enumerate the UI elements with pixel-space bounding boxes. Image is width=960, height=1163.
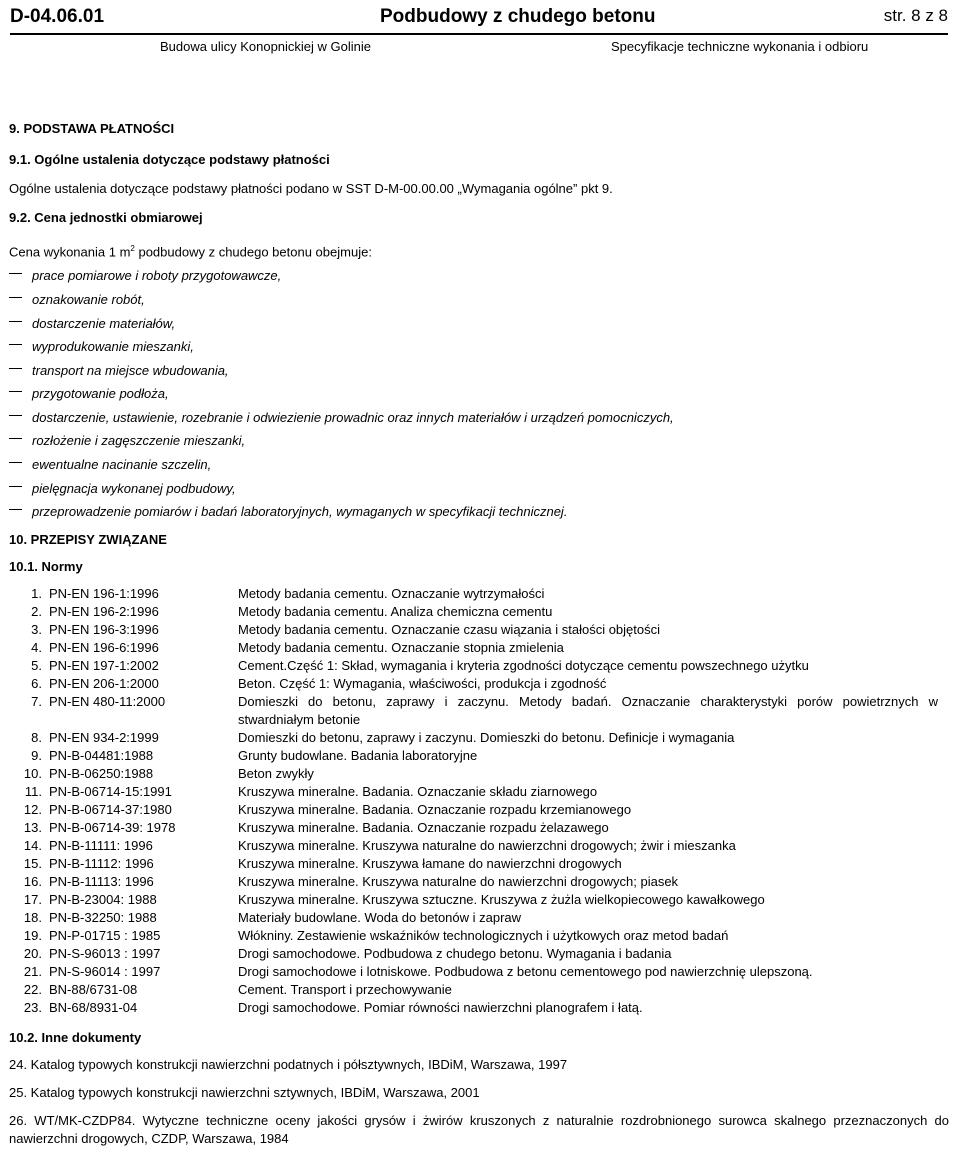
norm-number: 21. (23, 963, 42, 979)
list-item: dostarczenie, ustawienie, rozebranie i odwiezienie prowadnic oraz innych materiałów i urządzeń pomocniczych, (9, 409, 949, 433)
section-10-title: 10. PRZEPISY ZWIĄZANE (9, 531, 167, 547)
norm-number: 2. (31, 603, 42, 619)
norm-number: 6. (31, 675, 42, 691)
norm-row (9, 855, 949, 873)
project-name: Budowa ulicy Konopnickiej w Golinie (160, 39, 372, 54)
norm-number: 5. (31, 657, 42, 673)
norm-row (9, 603, 949, 621)
norm-code: PN-EN 196-3:1996 (49, 621, 159, 637)
norm-description: Metody badania cementu. Analiza chemiczna cementu (238, 603, 553, 619)
norm-number: 14. (23, 837, 42, 853)
price-components-list (9, 267, 949, 527)
norm-code: PN-S-96014 : 1997 (49, 963, 161, 979)
norm-number: 23. (23, 999, 42, 1015)
norm-number: 9. (31, 747, 42, 763)
header-divider (10, 33, 948, 35)
norm-code: PN-EN 206-1:2000 (49, 675, 159, 691)
norm-description: Metody badania cementu. Oznaczanie wytrzymałości (238, 585, 545, 601)
norm-row (9, 693, 949, 729)
section-9-2-title: 9.2. Cena jednostki obmiarowej (9, 210, 203, 225)
page-number: str. 8 z 8 (883, 6, 948, 25)
norm-code: PN-B-32250: 1988 (49, 909, 157, 925)
norm-row (9, 909, 949, 927)
other-documents-list (9, 1056, 949, 1148)
norm-row (9, 585, 949, 603)
norm-description: Włókniny. Zestawienie wskaźników technologicznych i użytkowych oraz metod badań (238, 927, 729, 943)
norm-row (9, 945, 949, 963)
document-body (9, 120, 949, 1148)
norm-number: 18. (23, 909, 42, 925)
norm-code: PN-EN 934-2:1999 (49, 729, 159, 745)
norm-number: 20. (23, 945, 42, 961)
norm-description: Domieszki do betonu, zaprawy i zaczynu. Metody badań. Oznaczanie charakterystyki porów powietrznych w stwardniałym betonie (238, 693, 938, 727)
norm-code: BN-68/8931-04 (49, 999, 138, 1015)
norm-description: Drogi samochodowe. Podbudowa z chudego betonu. Wymagania i badania (238, 945, 672, 961)
document-entry: 24. Katalog typowych konstrukcji nawierzchni podatnych i półsztywnych, IBDiM, Warszawa, 1997 (9, 1056, 568, 1072)
list-item: ewentualne nacinanie szczelin, (9, 456, 949, 480)
norm-description: Kruszywa mineralne. Badania. Oznaczanie rozpadu żelazawego (238, 819, 609, 835)
list-item: prace pomiarowe i roboty przygotowawcze, (9, 267, 949, 291)
list-item: pielęgnacja wykonanej podbudowy, (9, 480, 949, 504)
norm-row (9, 765, 949, 783)
norm-number: 7. (31, 693, 42, 709)
intro-part-b: podbudowy z chudego betonu obejmuje: (134, 244, 372, 260)
norm-description: Beton. Część 1: Wymagania, właściwości, produkcja i zgodność (238, 675, 607, 691)
norm-description: Drogi samochodowe i lotniskowe. Podbudowa z betonu cementowego pod nawierzchnię ulepszoną. (238, 963, 813, 979)
norm-code: PN-B-23004: 1988 (49, 891, 157, 907)
norm-code: PN-EN 197-1:2002 (49, 657, 159, 673)
norm-description: Kruszywa mineralne. Kruszywa naturalne do nawierzchni drogowych; piasek (238, 873, 679, 889)
norm-number: 19. (23, 927, 42, 943)
norm-description: Grunty budowlane. Badania laboratoryjne (238, 747, 478, 763)
norm-row (9, 639, 949, 657)
norm-code: PN-B-06714-37:1980 (49, 801, 172, 817)
document-title: Podbudowy z chudego betonu (380, 6, 656, 27)
norm-number: 13. (23, 819, 42, 835)
norm-description: Domieszki do betonu, zaprawy i zaczynu. Domieszki do betonu. Definicje i wymagania (238, 729, 735, 745)
norm-description: Cement. Transport i przechowywanie (238, 981, 452, 997)
norm-code: PN-B-11112: 1996 (49, 855, 154, 871)
norm-row (9, 747, 949, 765)
norm-code: PN-EN 480-11:2000 (49, 693, 166, 709)
norm-code: PN-B-11111: 1996 (49, 837, 153, 853)
list-item: transport na miejsce wbudowania, (9, 362, 949, 386)
section-9-2-intro (9, 240, 949, 260)
norm-row (9, 963, 949, 981)
page-header (10, 6, 948, 32)
norm-code: PN-B-11113: 1996 (49, 873, 154, 889)
norm-number: 8. (31, 729, 42, 745)
norm-number: 10. (23, 765, 42, 781)
document-entry: 25. Katalog typowych konstrukcji nawierzchni sztywnych, IBDiM, Warszawa, 2001 (9, 1084, 480, 1100)
norm-description: Kruszywa mineralne. Kruszywa sztuczne. Kruszywa z żużla wielkopiecowego kawałkowego (238, 891, 765, 907)
norm-code: PN-EN 196-6:1996 (49, 639, 159, 655)
norm-description: Metody badania cementu. Oznaczanie czasu wiązania i stałości objętości (238, 621, 661, 637)
norm-code: PN-S-96013 : 1997 (49, 945, 161, 961)
norm-description: Drogi samochodowe. Pomiar równości nawierzchni planografem i łatą. (238, 999, 643, 1015)
norm-number: 4. (31, 639, 42, 655)
list-item: wyprodukowanie mieszanki, (9, 338, 949, 362)
list-item: rozłożenie i zagęszczenie mieszanki, (9, 432, 949, 456)
norm-number: 11. (24, 783, 42, 799)
norms-list (9, 585, 949, 1017)
norm-number: 22. (23, 981, 42, 997)
norm-row (9, 657, 949, 675)
norm-number: 17. (23, 891, 42, 907)
norm-row (9, 819, 949, 837)
norm-row (9, 999, 949, 1017)
norm-code: PN-B-04481:1988 (49, 747, 154, 763)
intro-part-a: Cena wykonania 1 m (9, 244, 131, 260)
section-9-1-text: Ogólne ustalenia dotyczące podstawy płatności podano w SST D-M-00.00.00 „Wymagania ogólne” pkt 9. (9, 181, 613, 196)
norm-number: 12. (23, 801, 42, 817)
norm-code: PN-B-06714-39: 1978 (49, 819, 176, 835)
intro-superscript: 2 (130, 244, 135, 253)
list-item: przygotowanie podłoża, (9, 385, 949, 409)
norm-code: PN-B-06714-15:1991 (49, 783, 172, 799)
norm-code: PN-EN 196-2:1996 (49, 603, 159, 619)
spec-name: Specyfikacje techniczne wykonania i odbioru (611, 39, 869, 54)
norm-row (9, 729, 949, 747)
section-9-1-title: 9.1. Ogólne ustalenia dotyczące podstawy płatności (9, 152, 330, 167)
document-entry: 26. WT/MK-CZDP84. Wytyczne techniczne oceny jakości grysów i żwirów kruszonych z naturalnie rozdrobnionego surowca skalnego przeznaczonych do nawierzchni drogowych, CZDP, Warszawa, 1984 (9, 1112, 949, 1146)
norm-row (9, 621, 949, 639)
norm-row (9, 675, 949, 693)
norm-code: BN-88/6731-08 (49, 981, 138, 997)
norm-description: Metody badania cementu. Oznaczanie stopnia zmielenia (238, 639, 564, 655)
norm-row (9, 873, 949, 891)
norm-description: Beton zwykły (238, 765, 314, 781)
norm-row (9, 927, 949, 945)
norm-code: PN-P-01715 : 1985 (49, 927, 161, 943)
norm-row (9, 801, 949, 819)
norm-description: Kruszywa mineralne. Badania. Oznaczanie rozpadu krzemianowego (238, 801, 632, 817)
norm-row (9, 837, 949, 855)
norm-description: Kruszywa mineralne. Badania. Oznaczanie składu ziarnowego (238, 783, 598, 799)
norm-row (9, 783, 949, 801)
norm-description: Materiały budowlane. Woda do betonów i zapraw (238, 909, 522, 925)
norm-code: PN-B-06250:1988 (49, 765, 154, 781)
norm-row (9, 891, 949, 909)
section-9-title: 9. PODSTAWA PŁATNOŚCI (9, 121, 175, 136)
norm-code: PN-EN 196-1:1996 (49, 585, 159, 601)
list-item: przeprowadzenie pomiarów i badań laboratoryjnych, wymaganych w specyfikacji technicznej. (9, 503, 949, 527)
list-item: oznakowanie robót, (9, 291, 949, 315)
section-10-1-title: 10.1. Normy (9, 558, 83, 574)
norm-description: Kruszywa mineralne. Kruszywa łamane do nawierzchni drogowych (238, 855, 622, 871)
norm-row (9, 981, 949, 999)
norm-number: 1. (31, 585, 42, 601)
norm-description: Cement.Część 1: Skład, wymagania i kryteria zgodności dotyczące cementu powszechnego użytku (238, 657, 809, 673)
norm-number: 15. (23, 855, 42, 871)
norm-description: Kruszywa mineralne. Kruszywa naturalne do nawierzchni drogowych; żwir i mieszanka (238, 837, 736, 853)
document-code: D-04.06.01 (10, 6, 105, 27)
norm-number: 16. (23, 873, 42, 889)
norm-number: 3. (31, 621, 42, 637)
section-10-2-title: 10.2. Inne dokumenty (9, 1029, 142, 1045)
list-item: dostarczenie materiałów, (9, 315, 949, 339)
